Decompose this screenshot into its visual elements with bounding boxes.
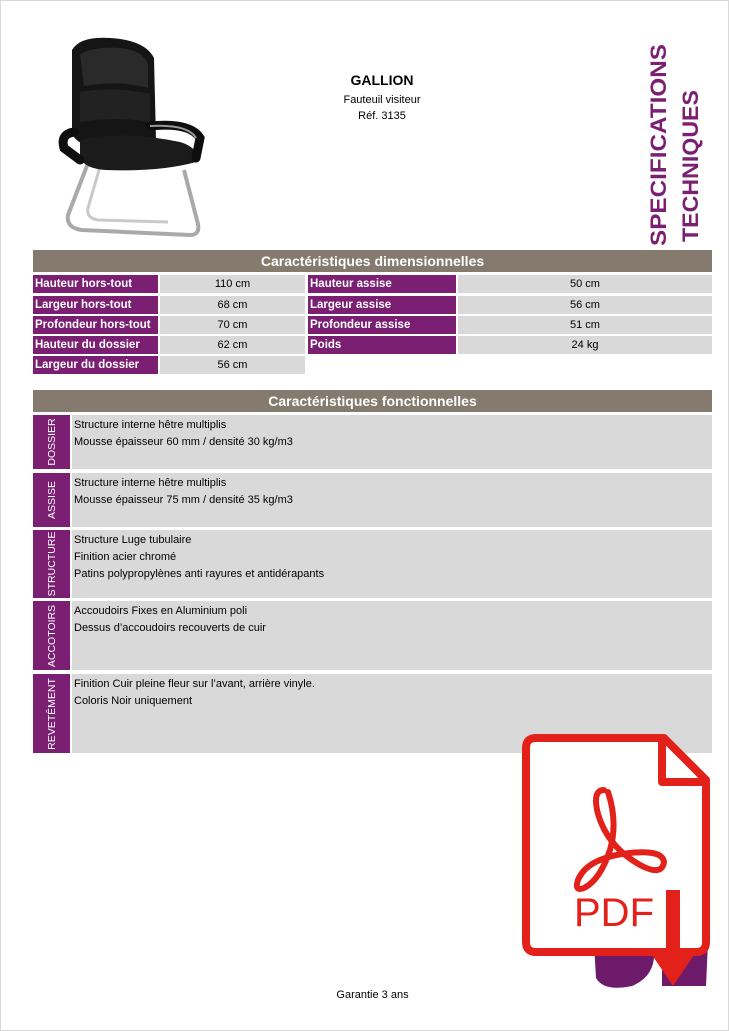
dim-row <box>308 336 712 354</box>
dim-label: Hauteur hors-tout <box>33 275 158 293</box>
block-side-label <box>33 415 70 469</box>
dim-row <box>308 296 712 314</box>
spec-line: Mousse épaisseur 75 mm / densité 35 kg/m3 <box>74 494 293 506</box>
dim-row <box>33 296 305 314</box>
block-content <box>72 473 712 527</box>
functional-block-assise <box>33 473 712 527</box>
pdf-label: PDF <box>574 891 654 935</box>
block-content <box>72 530 712 598</box>
dim-row <box>33 316 305 334</box>
dim-row <box>308 275 712 293</box>
spec-line: Finition acier chromé <box>74 551 177 563</box>
dim-label: Poids <box>308 336 456 354</box>
block-content <box>72 415 712 469</box>
side-label-text: ACCOTOIRS <box>45 604 58 667</box>
dim-value: 51 cm <box>458 316 712 334</box>
spec-line: Patins polypropylènes anti rayures et antidérapants <box>74 568 325 580</box>
dim-row <box>33 356 305 374</box>
block-side-label <box>33 674 70 753</box>
product-type: Fauteuil visiteur <box>343 94 421 106</box>
dim-value: 62 cm <box>160 336 305 354</box>
spec-line: Structure interne hêtre multiplis <box>74 477 227 489</box>
dim-value: 56 cm <box>160 356 305 374</box>
block-content <box>72 601 712 670</box>
product-reference: Réf. 3135 <box>358 110 406 122</box>
vertical-title-line-2: TECHNIQUES <box>678 97 703 242</box>
spec-line: Finition Cuir pleine fleur sur l’avant, arrière vinyle. <box>74 678 315 690</box>
functional-block-structure <box>33 530 712 598</box>
dim-row <box>33 336 305 354</box>
block-side-label <box>33 530 70 598</box>
side-label-text: STRUCTURE <box>45 531 58 597</box>
spec-line: Accoudoirs Fixes en Aluminium poli <box>74 605 248 617</box>
dim-value: 56 cm <box>458 296 712 314</box>
block-side-label <box>33 601 70 670</box>
warranty-note: Garantie 3 ans <box>336 989 409 1001</box>
dim-value: 110 cm <box>160 275 305 293</box>
vertical-title <box>640 44 704 248</box>
spec-line: Dessus d’accoudoirs recouverts de cuir <box>74 622 266 634</box>
product-name: GALLION <box>350 72 414 88</box>
spec-line: Coloris Noir uniquement <box>74 695 192 707</box>
dim-label: Hauteur du dossier <box>33 336 158 354</box>
dim-label: Largeur hors-tout <box>33 296 158 314</box>
dim-label: Hauteur assise <box>308 275 456 293</box>
spec-line: Structure interne hêtre multiplis <box>74 419 227 431</box>
dim-label: Profondeur hors-tout <box>33 316 158 334</box>
block-side-label <box>33 473 70 527</box>
side-label-text: REVETÊMENT <box>45 677 58 750</box>
functional-section-header: Caractéristiques fonctionnelles <box>33 390 712 412</box>
dim-value: 70 cm <box>160 316 305 334</box>
dim-label: Largeur assise <box>308 296 456 314</box>
spec-line: Structure Luge tubulaire <box>74 534 192 546</box>
dim-value: 68 cm <box>160 296 305 314</box>
dim-row <box>33 275 305 293</box>
product-image <box>50 30 210 245</box>
pdf-download-icon[interactable] <box>512 730 712 992</box>
spec-line: Mousse épaisseur 60 mm / densité 30 kg/m3 <box>74 436 293 448</box>
side-label-text: DOSSIER <box>45 418 58 466</box>
dim-value: 24 kg <box>458 336 712 354</box>
dim-label: Largeur du dossier <box>33 356 158 374</box>
dimensional-section-header: Caractéristiques dimensionnelles <box>33 250 712 272</box>
side-label-text: ASSISE <box>45 481 58 519</box>
dim-row <box>308 316 712 334</box>
dim-label: Profondeur assise <box>308 316 456 334</box>
functional-block-dossier <box>33 415 712 469</box>
vertical-title-line-1: SPECIFICATIONS <box>646 63 671 246</box>
functional-block-accotoirs <box>33 601 712 670</box>
dim-value: 50 cm <box>458 275 712 293</box>
